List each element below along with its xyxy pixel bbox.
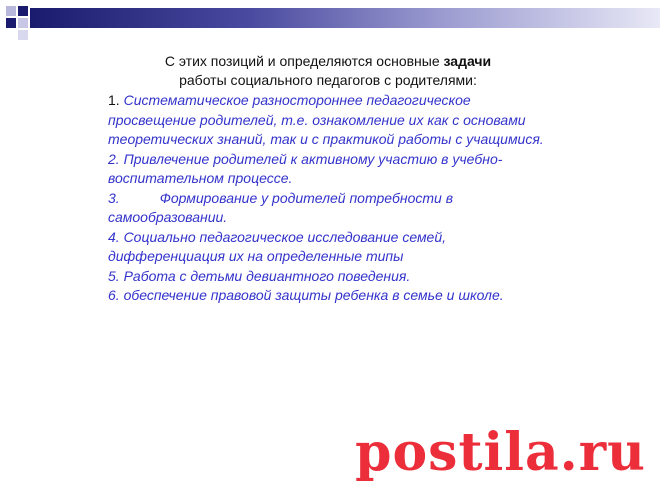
- item1-text: Систематическое разностороннее педагогическое просвещение родителей, т.е. ознакомление их как с основами теоретических знаний, так и с практикой работы с учащимися.: [108, 92, 544, 147]
- slide-content: [108, 52, 548, 306]
- item3-text: Формирование у родителей потребности в самообразовании.: [108, 189, 454, 225]
- intro-heading: [108, 52, 548, 90]
- header-gradient-band: [30, 8, 660, 28]
- item5-text: 5. Работа с детьми девиантного поведения.: [108, 267, 411, 284]
- item4-text: 4. Социально педагогическое исследование семей, дифференциация их на определенные типы: [108, 228, 447, 264]
- decor-square: [18, 30, 28, 40]
- header-gradient: [30, 8, 660, 28]
- item2-text: 2. Привлечение родителей к активному участию в учебно-воспитательном процессе.: [108, 150, 503, 186]
- intro-line2: работы социального педагогов с родителями:: [179, 72, 477, 88]
- item3-number: 3.: [108, 189, 120, 206]
- item1-number: 1.: [108, 92, 124, 108]
- decor-square: [18, 18, 28, 28]
- intro-line1-prefix: С этих позиций и определяются основные: [164, 53, 444, 69]
- intro-bold-word: задачи: [443, 53, 492, 69]
- decor-square: [18, 6, 28, 16]
- decor-square: [6, 18, 16, 28]
- postila-watermark-logo: postila.ru: [355, 422, 646, 483]
- tasks-list: [108, 91, 548, 306]
- decor-square: [6, 6, 16, 16]
- item6-text: 6. обеспечение правовой защиты ребенка в семье и школе.: [108, 287, 504, 303]
